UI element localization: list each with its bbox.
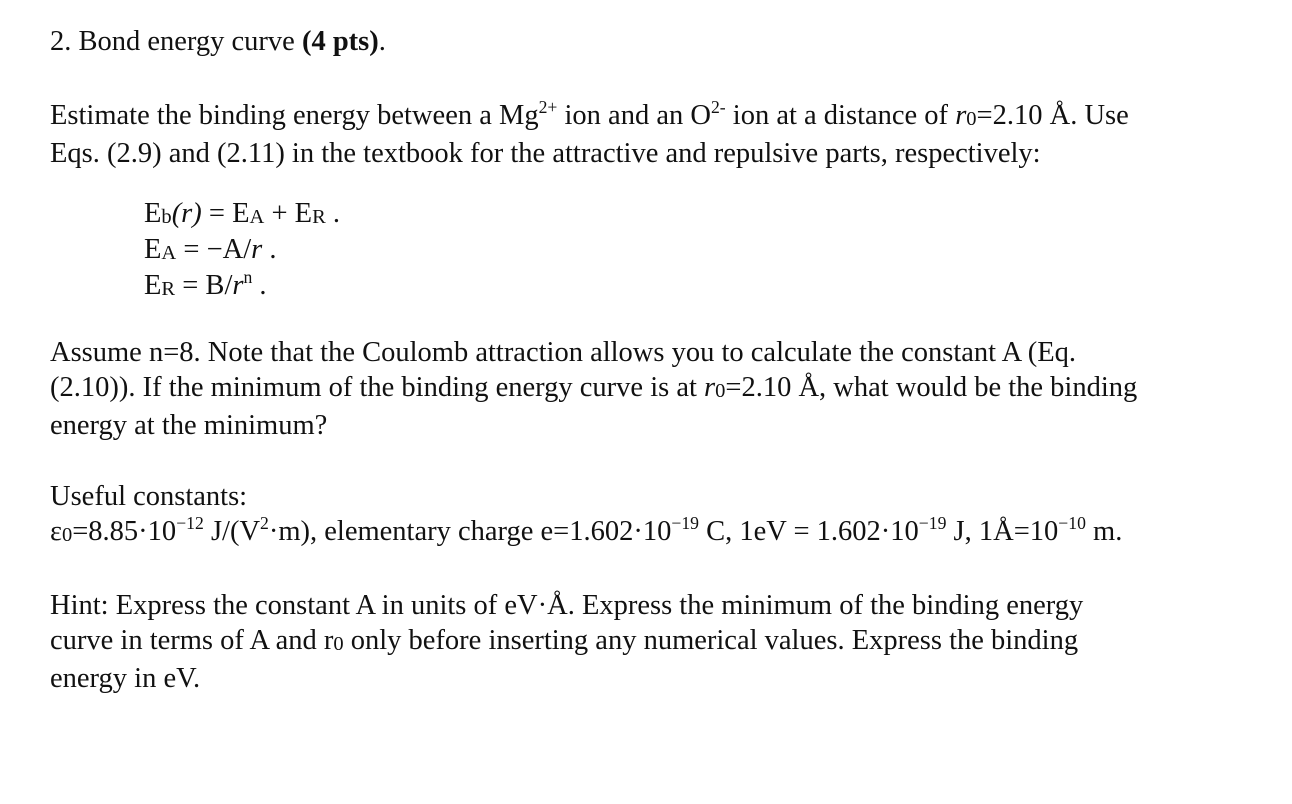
equation-repulsive: ER = $B/r^n$ . [144,267,267,301]
hint-line-3: energy in eV. [50,663,201,694]
constants-values: $\varepsilon 0=8.85\cdot 10^{-12}$ $J/(V^2\cdot m)$, elementary charge $e=1.602\cdot 10^{-19}$ C, $1eV = 1.602\cdot 10^{-19}$ J, $1Å=10^{-10}$ m. [50,513,1123,547]
equation-attractive: EA = −A/r . [144,234,277,265]
title-points: (4 pts) [301,26,379,57]
assume-line-2: (2.10)). If the minimum of the binding energy curve is at r0=2.10 Å, what would be the binding [50,372,1138,403]
problem-document [50,24,1270,696]
equation-binding-energy: Eb(r) = EA + ER . [144,198,340,229]
intro-paragraph [50,98,1270,171]
equations-block [144,197,1270,305]
assume-line-3: energy at the minimum? [50,410,328,441]
constants-heading: Useful constants: [50,481,248,512]
title-text: 2. Bond energy curve [50,26,302,57]
assumption-paragraph [50,335,1270,443]
assume-line-1: Assume n=8. Note that the Coulomb attraction allows you to calculate the constant A (Eq. [50,337,1077,368]
constants-paragraph [50,479,1270,552]
hint-line-2: curve in terms of A and r0 only before inserting any numerical values. Express the binding [50,625,1079,656]
problem-title [50,24,1270,59]
intro-line-1: Estimate the binding energy between a $Mg^{2+}$ ion and an $O^{2-}$ ion at a distance of r0=2.10 Å. Use [50,97,1129,131]
title-end: . [378,26,386,57]
intro-line-2: Eqs. (2.9) and (2.11) in the textbook for the attractive and repulsive parts, respectively: [50,138,1041,169]
hint-paragraph [50,588,1270,696]
hint-line-1: Hint: Express the constant A in units of eV·Å. Express the minimum of the binding energy [50,590,1084,621]
